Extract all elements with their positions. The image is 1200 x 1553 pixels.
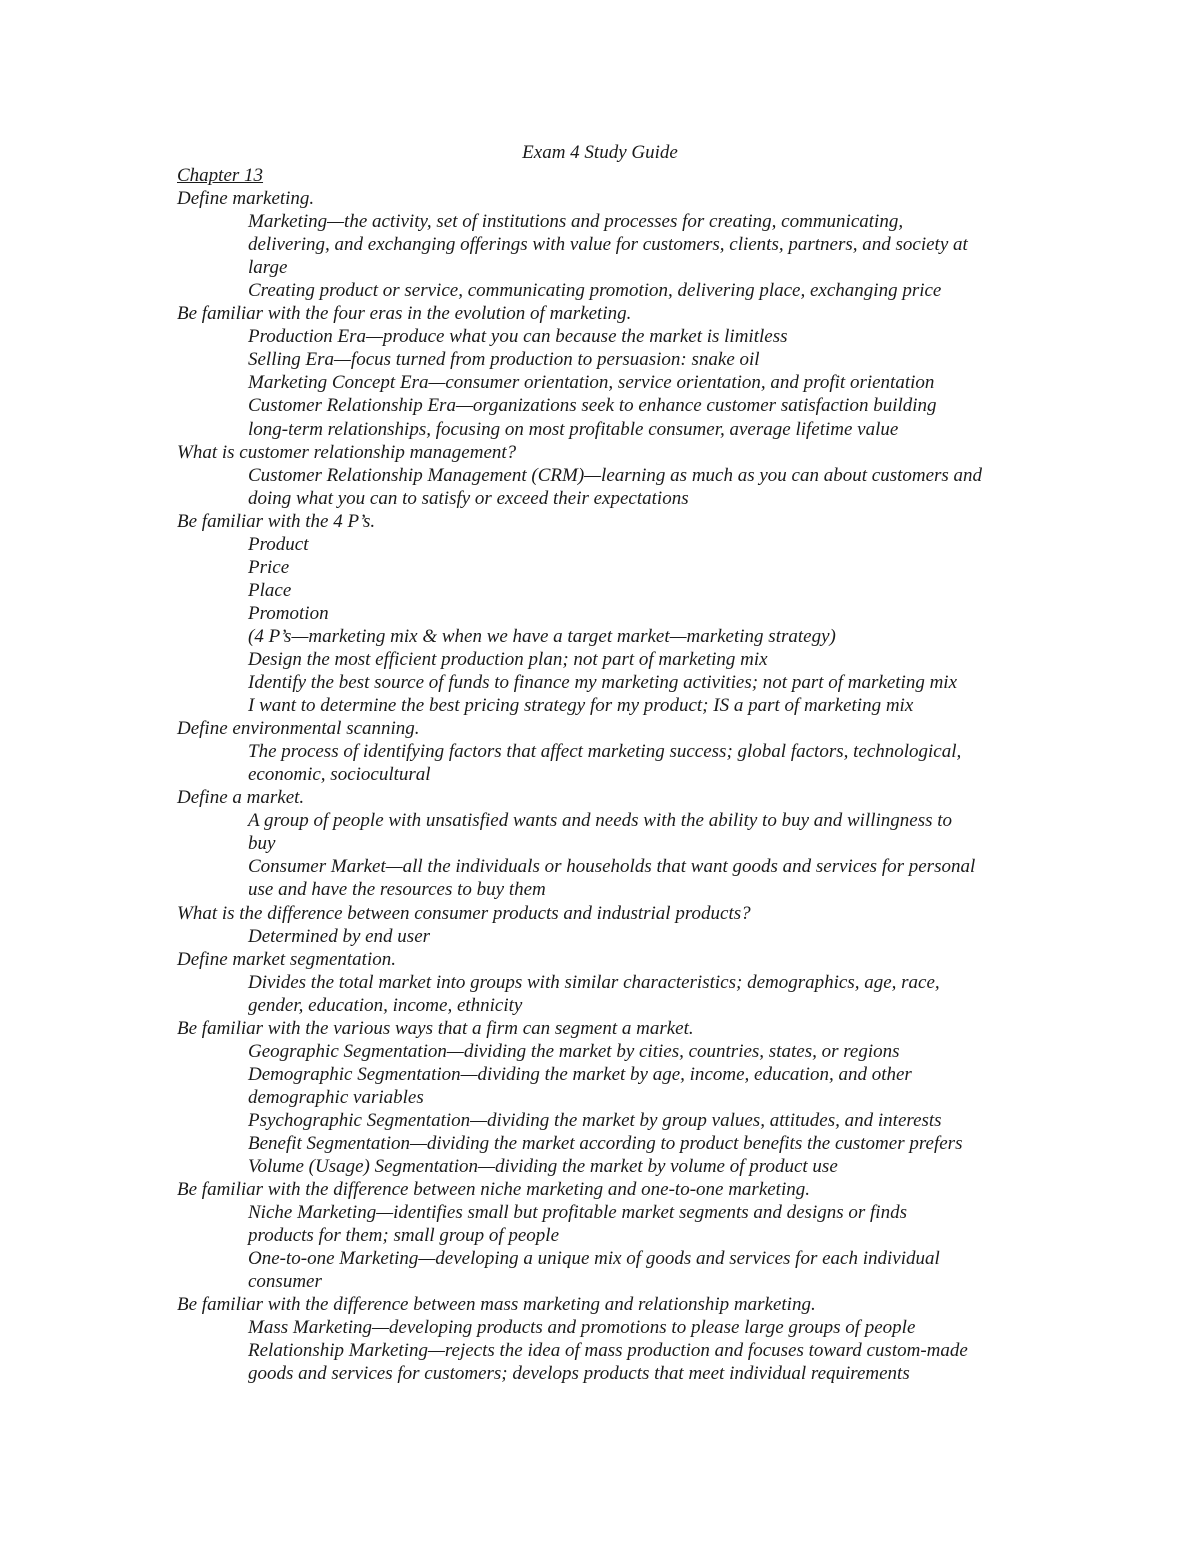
answer-line: Marketing—the activity, set of institutions and processes for creating, communicating, xyxy=(248,211,904,233)
answer-line: gender, education, income, ethnicity xyxy=(248,994,523,1016)
document-title: Exam 4 Study Guide xyxy=(522,142,678,163)
answer-line: Relationship Marketing—rejects the idea of mass production and focuses toward custom-made xyxy=(248,1340,968,1362)
answer-line: doing what you can to satisfy or exceed their expectations xyxy=(248,487,689,509)
answer-line: Design the most efficient production plan; not part of marketing mix xyxy=(248,648,768,670)
answer-line: Creating product or service, communicating promotion, delivering place, exchanging price xyxy=(248,280,942,302)
answer-line: Benefit Segmentation—dividing the market according to product benefits the customer prefers xyxy=(248,1132,963,1154)
answer-line: large xyxy=(248,257,288,279)
answer-line: One-to-one Marketing—developing a unique mix of goods and services for each individual xyxy=(248,1248,940,1270)
answer-line: Niche Marketing—identifies small but profitable market segments and designs or finds xyxy=(248,1202,907,1224)
answer-line: Place xyxy=(248,579,292,601)
study-guide-content xyxy=(177,164,1047,1385)
chapter-heading: Chapter 13 xyxy=(177,165,264,186)
answer-line: Marketing Concept Era—consumer orientation, service orientation, and profit orientation xyxy=(248,372,935,394)
question-line: What is customer relationship management? xyxy=(177,441,517,463)
answer-line: Selling Era—focus turned from production to persuasion: snake oil xyxy=(248,349,760,371)
answer-line: delivering, and exchanging offerings with value for customers, clients, partners, and society at xyxy=(248,234,968,256)
question-line: Be familiar with the difference between mass marketing and relationship marketing. xyxy=(177,1294,816,1316)
answer-line: demographic variables xyxy=(248,1086,424,1108)
question-line: Define market segmentation. xyxy=(177,948,396,970)
answer-line: A group of people with unsatisfied wants and needs with the ability to buy and willingness to xyxy=(248,810,953,832)
question-line: Define environmental scanning. xyxy=(177,718,420,740)
answer-line: Identify the best source of funds to finance my marketing activities; not part of marketing mix xyxy=(248,672,958,694)
answer-line: I want to determine the best pricing strategy for my product; IS a part of marketing mix xyxy=(248,695,914,717)
answer-line: Product xyxy=(248,533,309,555)
question-line: What is the difference between consumer products and industrial products? xyxy=(177,902,751,924)
answer-line: goods and services for customers; develops products that meet individual requirements xyxy=(248,1363,910,1385)
question-line: Be familiar with the 4 P’s. xyxy=(177,510,376,532)
question-line: Be familiar with the difference between niche marketing and one-to-one marketing. xyxy=(177,1179,810,1201)
answer-line: Promotion xyxy=(248,602,329,624)
question-line: Define marketing. xyxy=(177,188,315,210)
answer-line: Psychographic Segmentation—dividing the market by group values, attitudes, and interests xyxy=(248,1109,942,1131)
answer-line: products for them; small group of people xyxy=(248,1225,560,1247)
answer-line: Mass Marketing—developing products and promotions to please large groups of people xyxy=(248,1317,916,1339)
answer-line: use and have the resources to buy them xyxy=(248,879,546,901)
answer-line: long-term relationships, focusing on most profitable consumer, average lifetime value xyxy=(248,418,899,440)
question-line: Define a market. xyxy=(177,787,305,809)
answer-line: Geographic Segmentation—dividing the market by cities, countries, states, or regions xyxy=(248,1040,900,1062)
answer-line: Volume (Usage) Segmentation—dividing the market by volume of product use xyxy=(248,1156,838,1178)
answer-line: (4 P’s—marketing mix & when we have a target market—marketing strategy) xyxy=(248,625,836,647)
answer-line: Consumer Market—all the individuals or households that want goods and services for personal xyxy=(248,856,976,878)
answer-line: Price xyxy=(248,556,290,578)
answer-line: consumer xyxy=(248,1271,322,1293)
answer-line: Divides the total market into groups with similar characteristics; demographics, age, race, xyxy=(248,971,940,993)
answer-line: buy xyxy=(248,833,276,855)
answer-line: The process of identifying factors that affect marketing success; global factors, technological, xyxy=(248,741,962,763)
question-line: Be familiar with the various ways that a firm can segment a market. xyxy=(177,1017,694,1039)
answer-line: Customer Relationship Era—organizations seek to enhance customer satisfaction building xyxy=(248,395,937,417)
answer-line: economic, sociocultural xyxy=(248,764,431,786)
question-line: Be familiar with the four eras in the evolution of marketing. xyxy=(177,303,632,325)
answer-line: Production Era—produce what you can because the market is limitless xyxy=(248,326,788,348)
answer-line: Determined by end user xyxy=(248,925,431,947)
answer-line: Demographic Segmentation—dividing the market by age, income, education, and other xyxy=(248,1063,912,1085)
answer-line: Customer Relationship Management (CRM)—learning as much as you can about customers and xyxy=(248,464,983,486)
